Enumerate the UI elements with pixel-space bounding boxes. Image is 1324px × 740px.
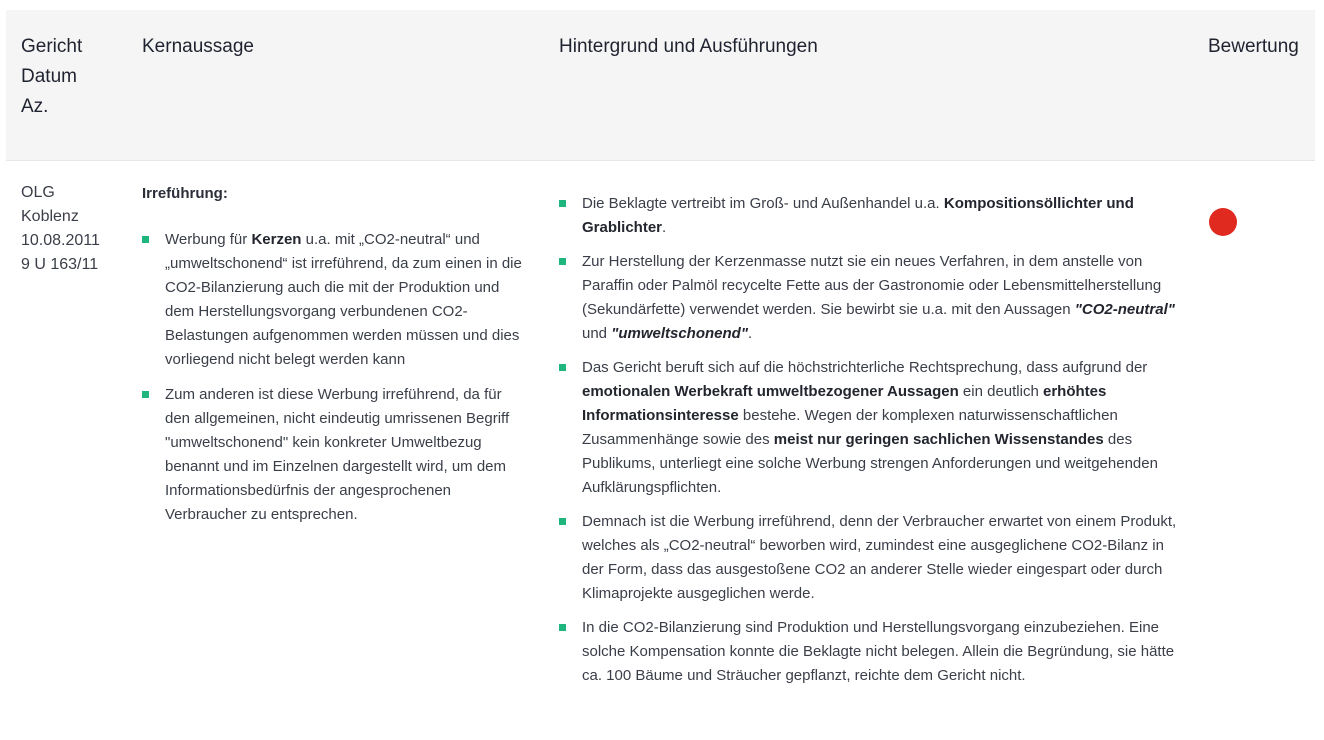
cell-background [559,192,1179,698]
bold-text: emotionalen Werbekraft umweltbezogener Aussagen [582,383,959,400]
cell-court [21,181,131,277]
bold-text: Kompositionsöllichter und Grablichter [582,195,1134,236]
text: Das Gericht beruft sich auf die höchstrichterliche Rechtsprechung, dass aufgrund der [582,359,1148,376]
list-item [559,616,1179,688]
header-az: Az. [21,96,49,117]
core-list [142,228,527,527]
bold-text: erhöhtes Informationsinteresse [582,383,1107,424]
header-court: Gericht [21,36,83,57]
table-header [6,10,1315,161]
text: Die Beklagte vertreibt im Groß- und Außenhandel u.a. [582,195,944,212]
bold-italic-text: "CO2-neutral" [1074,301,1175,318]
text: . [662,219,667,236]
text: u.a. mit „CO2-neutral“ und „umweltschonend“ ist irreführend, da zum einen in die CO2-Bilanzierung auch die mit der Produktion und dem Herstellungsvorgang verbundenen CO2-Belastungen aufgenommen werden müssen und dies vorliegend nicht belegt werden kann [165,231,522,368]
header-court-date-az [21,32,131,122]
text: Zum anderen ist diese Werbung irreführend, da für den allgemeinen, nicht eindeutig umrissenen Begriff "umweltschonend" kein konkreter Umweltbezug benannt und im Einzelnen dargestellt wird, um dem Informationsbedürfnis der angesprochenen Verbraucher zu entsprechen. [165,386,510,523]
header-background: Hintergrund und Ausführungen [559,36,818,57]
list-item [559,192,1179,240]
text: Zur Herstellung der Kerzenmasse nutzt sie ein neues Verfahren, in dem anstelle von Paraffin oder Palmöl recycelte Fette aus der Gastronomie oder Lebensmittelherstellung (Sekundärfette) verwendet werden. Sie bewirbt sie u.a. mit den Aussagen [582,253,1162,318]
text: bestehe. Wegen der komplexen naturwissenschaftlichen Zusammenhänge sowie des [582,407,1118,448]
bold-text: Kerzen [251,231,302,248]
decision-date: 10.08.2011 [21,232,100,249]
list-item [142,383,527,527]
bold-text: meist nur geringen sachlichen Wissenstandes [773,431,1104,448]
text: und [582,325,612,342]
bold-italic-text: "umweltschonend" [611,325,748,342]
header-core-statement: Kernaussage [142,36,254,57]
text: ein deutlich [958,383,1043,400]
background-list [559,192,1179,688]
text: Werbung für [165,231,252,248]
list-item [559,250,1179,346]
cell-core-statement [142,182,527,538]
list-item [559,510,1179,606]
text: In die CO2-Bilanzierung sind Produktion und Herstellungsvorgang einzubeziehen. Eine solche Kompensation konnte die Beklagte nicht belegen. Allein die Begründung, sie hätte ca. 100 Bäume und Sträucher gepflanzt, reichte dem Gericht nicht. [582,619,1175,684]
case-number: 9 U 163/11 [21,256,99,273]
text: . [747,325,753,342]
core-title: Irreführung: [142,185,228,202]
list-item [559,356,1179,500]
rating-red-dot-icon [1209,208,1237,236]
header-rating: Bewertung [1208,36,1299,57]
header-date: Datum [21,66,77,87]
text: Demnach ist die Werbung irreführend, denn der Verbraucher erwartet von einem Produkt, welches als „CO2-neutral“ beworben wird, zumindest eine ausgeglichene CO2-Bilanz in der Form, dass das ausgestoßene CO2 an anderer Stelle wieder eingespart oder durch Klimaprojekte ausgeglichen werde. [582,513,1177,602]
list-item [142,228,527,372]
text: des Publikums, unterliegt eine solche Werbung strengen Anforderungen und weitgehenden Aufklärungspflichten. [582,431,1158,496]
court-name-line-1: OLG [21,184,55,201]
court-name-line-2: Koblenz [21,208,79,225]
